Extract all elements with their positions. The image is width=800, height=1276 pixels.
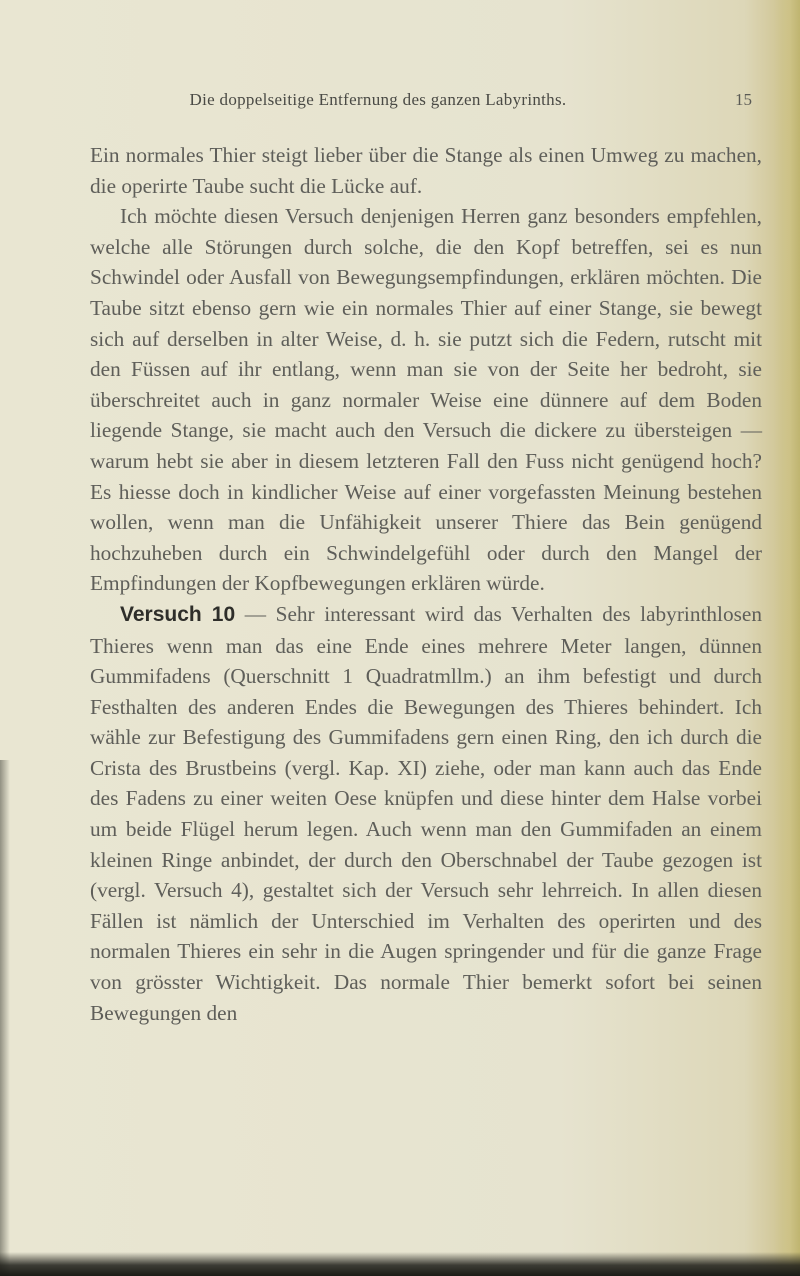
page-edge-shadow <box>774 0 800 1276</box>
paragraph: Ich möchte diesen Versuch denjenigen Herren ganz besonders empfehlen, welche alle Störungen durch solche, die den Kopf betreffen, sei es nun Schwindel oder Ausfall von Bewegungsempfindungen, erklären möchten. Die Taube sitzt ebenso gern wie ein normales Thier auf einer Stange, sie bewegt sich auf derselben in alter Weise, d. h. sie putzt sich die Federn, rutscht mit den Füssen auf ihr entlang, wenn man sie von der Seite her bedroht, sie überschreitet auch in ganz normaler Weise eine dünnere auf dem Boden liegende Stange, sie macht auch den Versuch die dickere zu übersteigen — warum hebt sie aber in diesem letzteren Fall den Fuss nicht genügend hoch? Es hiesse doch in kindlicher Weise auf einer vorgefassten Meinung bestehen wollen, wenn man die Unfähigkeit unserer Thiere das Bein genügend hochzuheben durch ein Schwindelgefühl oder durch den Mangel der Empfindungen der Kopfbewegungen erklären würde. <box>90 204 762 596</box>
body-text <box>90 140 762 1028</box>
experiment-heading: Versuch 10 <box>120 602 236 626</box>
page-number: 15 <box>735 90 752 109</box>
paragraph-text: — Sehr interessant wird das Verhalten des labyrinthlosen Thieres wenn man das eine Ende eines mehrere Meter langen, dünnen Gummifadens (Querschnitt 1 Quadratmllm.) an ihm befestigt und durch Festhalten des anderen Endes die Bewegungen des Thieres behindert. Ich wähle zur Befestigung des Gummifadens gern einen Ring, den ich durch die Crista des Brustbeins (vergl. Kap. XI) ziehe, oder man kann auch das Ende des Fadens zu einer weiten Oese knüpfen und diese hinter dem Halse vorbei um beide Flügel herum legen. Auch wenn man den Gummifaden an einem kleinen Ringe anbindet, der durch den Oberschnabel der Taube gezogen ist (vergl. Versuch 4), gestaltet sich der Versuch sehr lehrreich. In allen diesen Fällen ist nämlich der Unterschied im Verhalten des operirten und des normalen Thieres ein sehr in die Augen springender und für die ganze Frage von grösster Wichtigkeit. Das normale Thier bemerkt sofort bei seinen Bewegungen den <box>90 601 762 1025</box>
page-gutter-shadow <box>0 760 10 1276</box>
page-bottom-shadow <box>0 1252 800 1276</box>
running-header <box>0 90 800 120</box>
running-title: Die doppelseitige Entfernung des ganzen Labyrinths. <box>189 90 567 109</box>
paragraph-experiment-10 <box>90 599 762 1028</box>
paragraph: Ein normales Thier steigt lieber über die Stange als einen Umweg zu machen, die operirte Taube sucht die Lücke auf. <box>90 143 762 198</box>
